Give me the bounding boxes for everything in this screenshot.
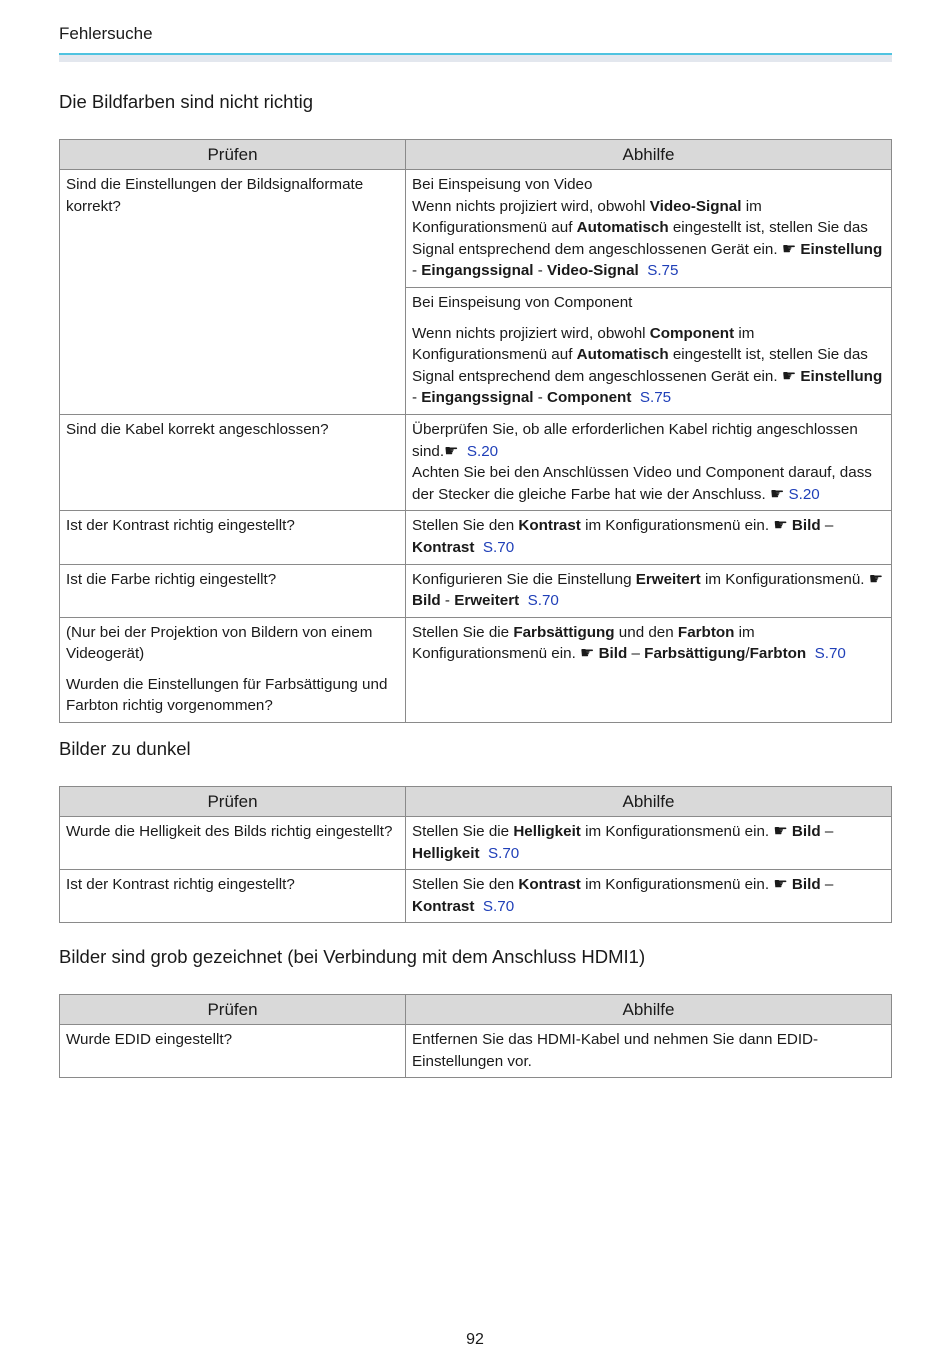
column-header-check: Prüfen xyxy=(60,787,406,817)
check-cell: Wurde die Helligkeit des Bilds richtig eingestellt? xyxy=(60,817,406,870)
check-cell: Wurde EDID eingestellt? xyxy=(60,1025,406,1078)
check-cell: Ist der Kontrast richtig eingestellt? xyxy=(60,511,406,564)
column-header-fix: Abhilfe xyxy=(406,787,892,817)
check-cell: Sind die Einstellungen der Bildsignalformate korrekt? xyxy=(60,170,406,415)
table-header-row xyxy=(60,140,892,170)
column-header-fix: Abhilfe xyxy=(406,140,892,170)
fix-cell: Überprüfen Sie, ob alle erforderlichen Kabel richtig angeschlossen sind.☛ S.20 Achten Sie bei den Anschlüssen Video und Component darauf, dass der Stecker die gleiche Farbe hat wie der Anschluss. ☛ S.20 xyxy=(406,414,892,510)
section-title-colors: Die Bildfarben sind nicht richtig xyxy=(59,91,313,112)
troubleshooting-table-dark xyxy=(59,786,892,923)
page-reference-link[interactable]: S.75 xyxy=(639,389,672,407)
hand-pointer-icon: ☛ xyxy=(781,240,797,258)
troubleshooting-table-colors xyxy=(59,139,892,723)
table-row xyxy=(60,414,892,510)
troubleshooting-table-coarse xyxy=(59,994,892,1078)
page-reference-link[interactable]: S.70 xyxy=(814,645,846,663)
section-title-dark: Bilder zu dunkel xyxy=(59,738,191,759)
column-header-fix: Abhilfe xyxy=(406,995,892,1025)
table-row xyxy=(60,511,892,564)
check-cell: Ist der Kontrast richtig eingestellt? xyxy=(60,870,406,923)
fix-cell: Stellen Sie den Kontrast im Konfigurationsmenü ein. ☛ Bild – Kontrast S.70 xyxy=(406,870,892,923)
page-reference-link[interactable]: S.70 xyxy=(482,897,515,915)
page-number: 92 xyxy=(466,1331,484,1348)
hand-pointer-icon: ☛ xyxy=(773,876,788,894)
page-reference-link[interactable]: S.70 xyxy=(487,844,520,862)
table-row xyxy=(60,170,892,288)
fix-heading: Bei Einspeisung von Component xyxy=(412,293,633,311)
table-header-row xyxy=(60,787,892,817)
table-header-row xyxy=(60,995,892,1025)
table-row xyxy=(60,617,892,722)
hand-pointer-icon: ☛ xyxy=(868,570,884,588)
fix-cell: Stellen Sie die Farbsättigung und den Farbton im Konfigurationsmenü ein. ☛ Bild – Farbsättigung/Farbton S.70 xyxy=(406,617,892,722)
running-header: Fehlersuche xyxy=(59,24,153,43)
section-title-coarse: Bilder sind grob gezeichnet (bei Verbindung mit dem Anschluss HDMI1) xyxy=(59,946,646,967)
page-reference-link[interactable]: S.70 xyxy=(527,592,559,610)
fix-heading: Bei Einspeisung von Video xyxy=(412,176,593,193)
fix-cell: Bei Einspeisung von Video Wenn nichts projiziert wird, obwohl Video-Signal im Konfigurationsmenü auf Automatisch eingestellt ist, stellen Sie das Signal entsprechend dem angeschlossenen Gerät ein. ☛ Einstellung - Eingangssignal - Video-Signal S.75 xyxy=(406,170,892,288)
check-cell: (Nur bei der Projektion von Bildern von einem Videogerät) Wurden die Einstellungen für Farbsättigung und Farbton richtig vorgenommen? xyxy=(60,617,406,722)
hand-pointer-icon: ☛ xyxy=(773,517,788,535)
table-row xyxy=(60,870,892,923)
page-reference-link[interactable]: S.20 xyxy=(466,442,499,460)
fix-cell: Stellen Sie die Helligkeit im Konfigurationsmenü ein. ☛ Bild – Helligkeit S.70 xyxy=(406,817,892,870)
hand-pointer-icon: ☛ xyxy=(781,367,797,385)
hand-pointer-icon: ☛ xyxy=(444,442,459,460)
page-reference-link[interactable]: S.20 xyxy=(788,485,820,503)
fix-cell: Konfigurieren Sie die Einstellung Erweitert im Konfigurationsmenü. ☛ Bild - Erweitert S.70 xyxy=(406,564,892,617)
hand-pointer-icon: ☛ xyxy=(580,645,595,663)
page-reference-link[interactable]: S.75 xyxy=(647,262,679,280)
fix-cell: Entfernen Sie das HDMI-Kabel und nehmen Sie dann EDID-Einstellungen vor. xyxy=(406,1025,892,1078)
table-row xyxy=(60,1025,892,1078)
page-reference-link[interactable]: S.70 xyxy=(482,538,515,556)
check-cell: Ist die Farbe richtig eingestellt? xyxy=(60,564,406,617)
column-header-check: Prüfen xyxy=(60,995,406,1025)
column-header-check: Prüfen xyxy=(60,140,406,170)
hand-pointer-icon: ☛ xyxy=(769,485,785,503)
table-row xyxy=(60,817,892,870)
header-rule xyxy=(59,53,892,62)
check-cell: Sind die Kabel korrekt angeschlossen? xyxy=(60,414,406,510)
fix-cell: Bei Einspeisung von Component Wenn nichts projiziert wird, obwohl Component im Konfigurationsmenü auf Automatisch eingestellt ist, stellen Sie das Signal entsprechend dem angeschlossenen Gerät ein. ☛ Einstellung - Eingangssignal - Component S.75 xyxy=(406,287,892,414)
table-row xyxy=(60,564,892,617)
hand-pointer-icon: ☛ xyxy=(773,823,788,840)
fix-cell: Stellen Sie den Kontrast im Konfigurationsmenü ein. ☛ Bild – Kontrast S.70 xyxy=(406,511,892,564)
